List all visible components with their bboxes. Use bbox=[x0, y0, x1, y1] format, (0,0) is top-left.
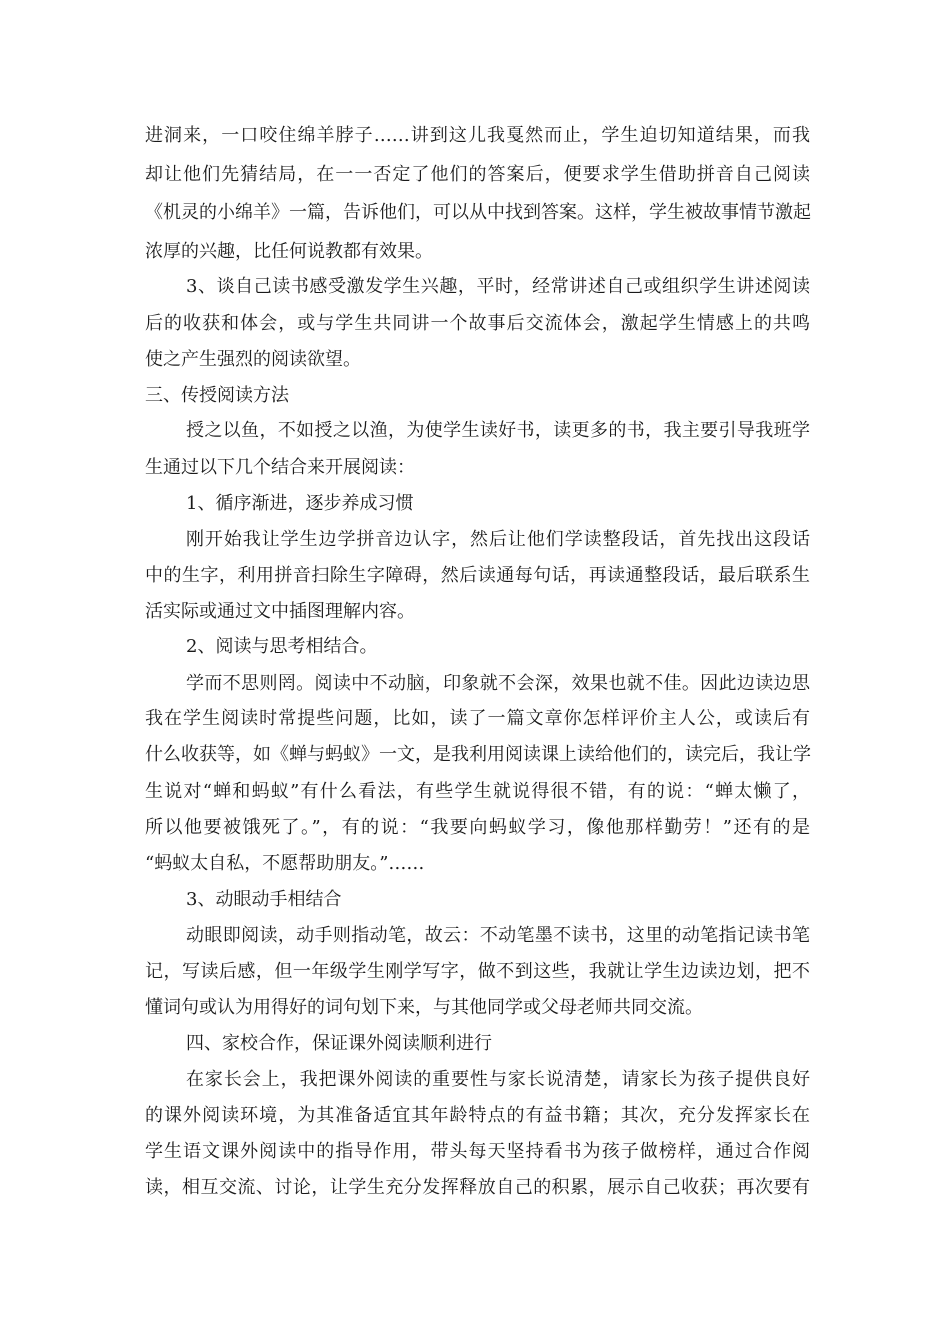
text-line: 进洞来，一口咬住绵羊脖子……讲到这儿我戛然而止，学生迫切知道结果，而我 bbox=[145, 125, 810, 146]
text-line: 3、谈自己读书感受激发学生兴趣，平时，经常讲述自己或组织学生讲述阅读 bbox=[186, 276, 810, 297]
text-line: 授之以鱼，不如授之以渔，为使学生读好书，读更多的书，我主要引导我班学 bbox=[186, 420, 810, 441]
text-line: 生通过以下几个结合来开展阅读： bbox=[145, 457, 415, 478]
section-heading: 四、家校合作，保证课外阅读顺利进行 bbox=[186, 1033, 492, 1054]
text-line: 浓厚的兴趣，比任何说教都有效果。 bbox=[145, 241, 433, 262]
text-line: 后的收获和体会，或与学生共同讲一个故事后交流体会，激起学生情感上的共鸣 bbox=[145, 313, 810, 334]
text-line: 我在学生阅读时常提些问题，比如，读了一篇文章你怎样评价主人公，或读后有 bbox=[145, 708, 810, 729]
text-line: 什么收获等，如《蝉与蚂蚁》一文，是我利用阅读课上读给他们的，读完后，我让学 bbox=[145, 744, 811, 765]
text-line: 中的生字，利用拼音扫除生字障碍，然后读通每句话，再读通整段话，最后联系生 bbox=[145, 565, 810, 586]
text-line: 记，写读后感，但一年级学生刚学写字，做不到这些，我就让学生边读边划，把不 bbox=[145, 961, 810, 982]
text-line: 《机灵的小绵羊》一篇，告诉他们，可以从中找到答案。这样，学生被故事情节激起 bbox=[145, 202, 811, 223]
subsection-heading: 2、阅读与思考相结合。 bbox=[186, 636, 378, 657]
subsection-heading: 1、循序渐进，逐步养成习惯 bbox=[186, 493, 414, 514]
text-line: 活实际或通过文中插图理解内容。 bbox=[145, 601, 415, 622]
text-line: 却让他们先猜结局，在一一否定了他们的答案后，便要求学生借助拼音自己阅读 bbox=[145, 164, 810, 185]
text-line: 学而不思则罔。阅读中不动脑，印象就不会深，效果也就不佳。因此边读边思 bbox=[186, 673, 810, 694]
text-line: 动眼即阅读，动手则指动笔，故云：不动笔墨不读书，这里的动笔指记读书笔 bbox=[186, 925, 810, 946]
text-line: 懂词句或认为用得好的词句划下来，与其他同学或父母老师共同交流。 bbox=[145, 997, 703, 1018]
text-line: 在家长会上，我把课外阅读的重要性与家长说清楚，请家长为孩子提供良好 bbox=[186, 1069, 810, 1090]
text-line: 所以他要被饿死了。”，有的说：“我要向蚂蚁学习，像他那样勤劳！”还有的是 bbox=[145, 817, 810, 838]
text-line: 的课外阅读环境，为其准备适宜其年龄特点的有益书籍；其次，充分发挥家长在 bbox=[145, 1105, 810, 1126]
subsection-heading: 3、动眼动手相结合 bbox=[186, 889, 342, 910]
text-line: “蚂蚁太自私，不愿帮助朋友。”…… bbox=[145, 853, 425, 874]
text-line: 学生语文课外阅读中的指导作用，带头每天坚持看书为孩子做榜样，通过合作阅 bbox=[145, 1141, 810, 1162]
section-heading: 三、传授阅读方法 bbox=[145, 385, 289, 406]
text-line: 使之产生强烈的阅读欲望。 bbox=[145, 349, 361, 370]
text-line: 刚开始我让学生边学拼音边认字，然后让他们学读整段话，首先找出这段话 bbox=[186, 529, 810, 550]
text-line: 生说对“蝉和蚂蚁”有什么看法，有些学生就说得很不错，有的说：“蝉太懒了， bbox=[145, 781, 810, 802]
text-line: 读，相互交流、讨论，让学生充分发挥释放自己的积累，展示自己收获；再次要有 bbox=[145, 1177, 810, 1198]
